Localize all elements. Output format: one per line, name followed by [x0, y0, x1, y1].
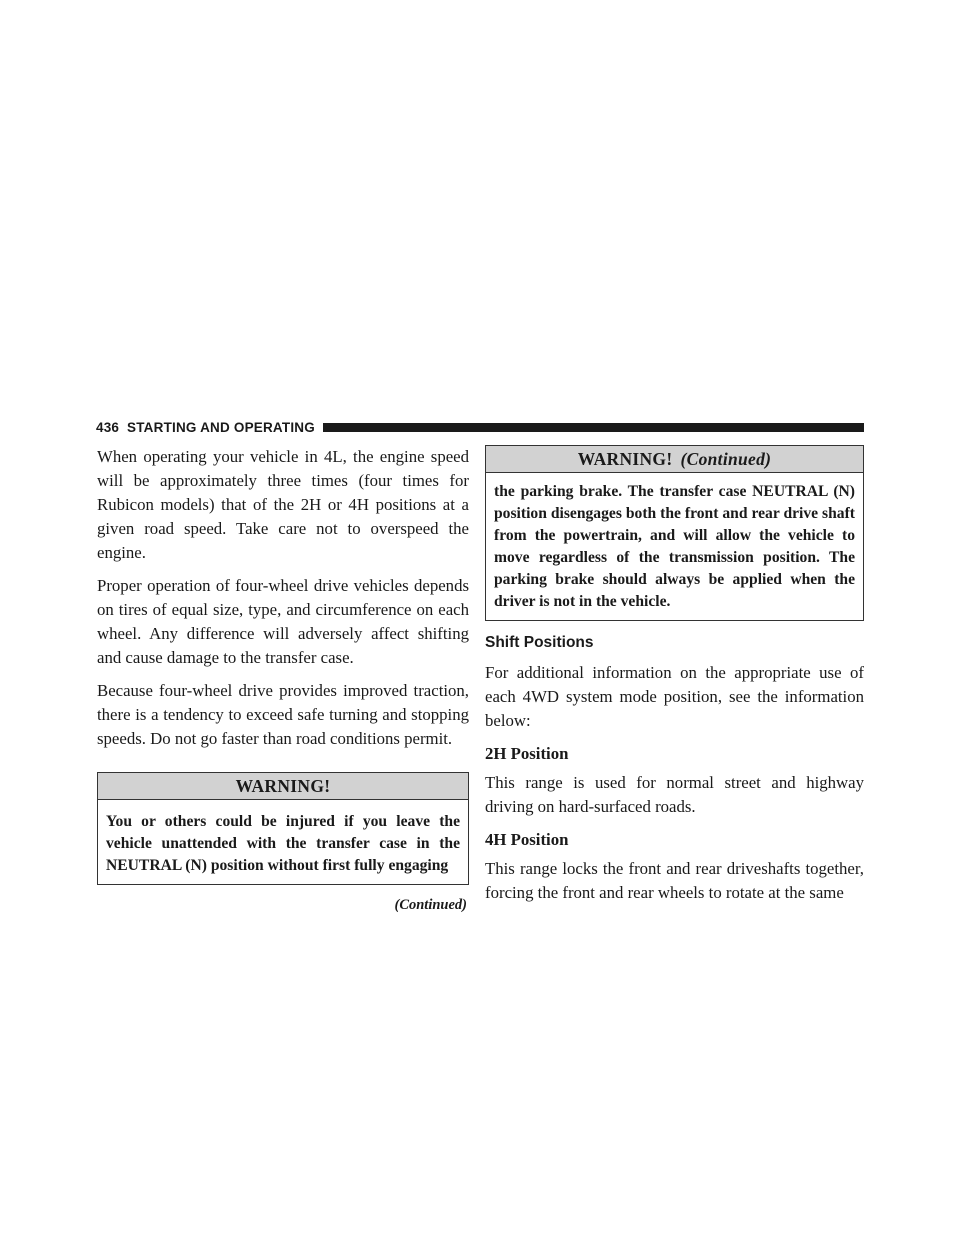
position-text-4h: This range locks the front and rear driveshafts together, forcing the front and rear wheels to rotate at the same — [485, 859, 864, 902]
warning-box-neutral — [97, 772, 469, 885]
warning-header-continued — [486, 446, 863, 473]
continued-note: (Continued) — [394, 897, 467, 913]
section-title: STARTING AND OPERATING — [127, 419, 315, 435]
body-paragraph-tire-size: Proper operation of four-wheel drive vehicles depends on tires of equal size, type, and circumference on each wheel. Any difference will adversely affect shifting and cause damage to the transfer case. — [97, 576, 469, 667]
shift-positions-intro: For additional information on the appropriate use of each 4WD system mode position, see the information below: — [485, 663, 864, 730]
warning-text-continued: the parking brake. The transfer case NEUTRAL (N) position disengages both the front and rear drive shaft from the powertrain, and will allow the vehicle to move regardless of the transmission position. The parking brake should always be applied when the driver is not in the vehicle. — [494, 483, 855, 610]
warning-title: WARNING! — [577, 449, 673, 469]
body-paragraph-4l-engine-speed: When operating your vehicle in 4L, the engine speed will be approximately three times (four times for Rubicon models) that of the 2H or 4H positions at a given road speed. Take care not to overspeed the engine. — [97, 447, 469, 562]
page-header — [96, 417, 864, 437]
position-heading-2h: 2H Position — [485, 744, 569, 763]
body-paragraph-traction-speed: Because four-wheel drive provides improved traction, there is a tendency to exceed safe turning and stopping speeds. Do not go faster than road conditions permit. — [97, 681, 469, 748]
position-heading-4h: 4H Position — [485, 830, 569, 849]
left-column — [97, 445, 469, 914]
header-rule — [323, 423, 864, 432]
page-number: 436 — [96, 419, 120, 435]
position-text-2h: This range is used for normal street and highway driving on hard-surfaced roads. — [485, 773, 864, 816]
page-header-text — [96, 420, 315, 435]
right-column — [485, 445, 864, 914]
section-heading-shift-positions: Shift Positions — [485, 634, 594, 651]
warning-box-continued — [485, 445, 864, 621]
warning-continued-label: (Continued) — [680, 449, 772, 469]
warning-header — [98, 773, 468, 800]
warning-text: You or others could be injured if you leave the vehicle unattended with the transfer case in the NEUTRAL (N) position without first fully engaging — [106, 813, 460, 874]
warning-title: WARNING! — [235, 776, 331, 796]
